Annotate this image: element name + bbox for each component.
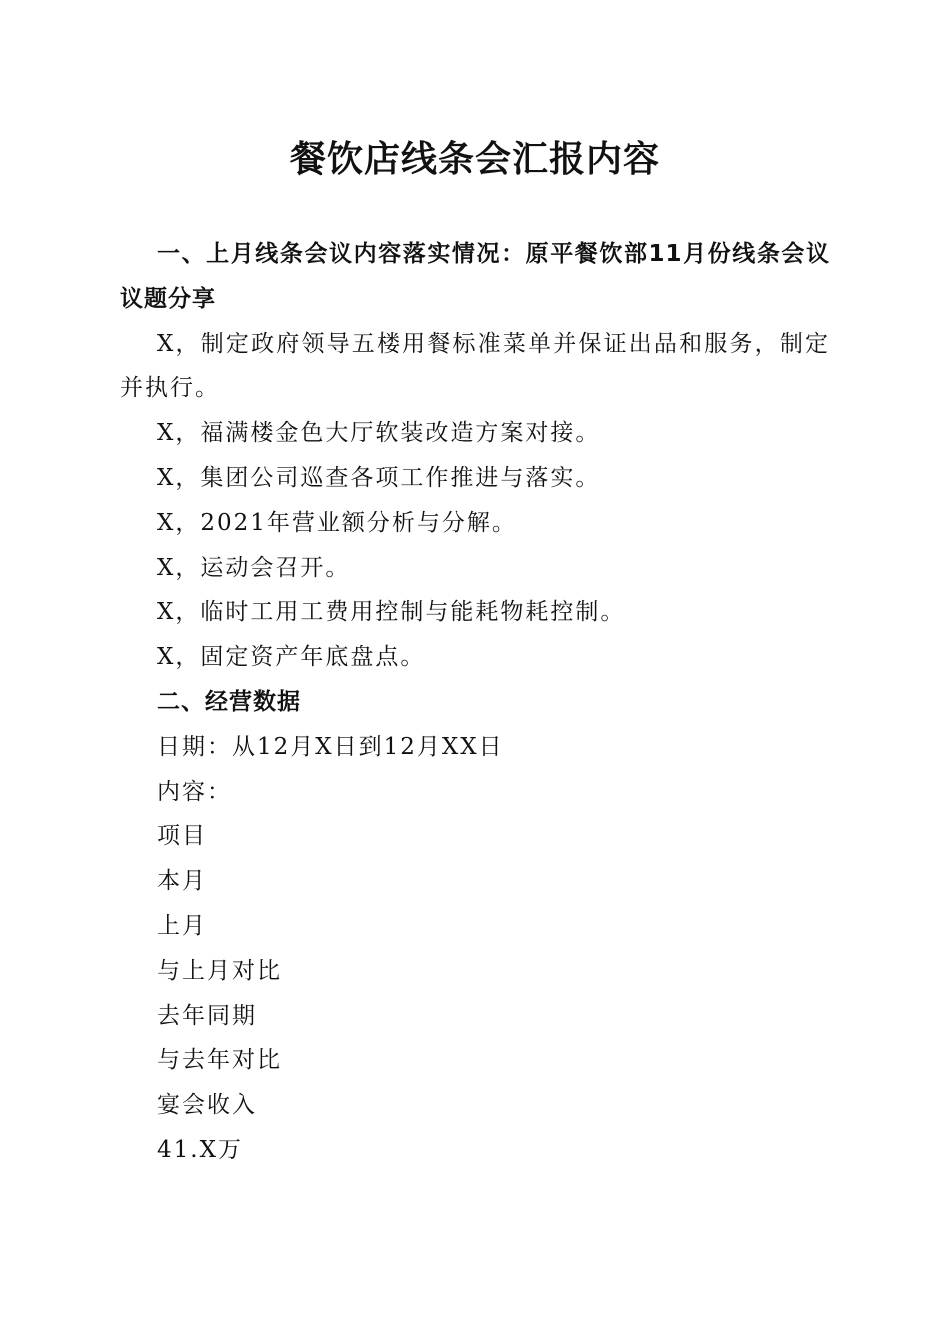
document-body (120, 232, 830, 1173)
section-1-item: X，2021年营业额分析与分解。 (157, 509, 517, 536)
section-1-item: X，福满楼金色大厅软装改造方案对接。 (157, 420, 601, 447)
data-row-value: 41.X万 (157, 1136, 243, 1163)
data-row-label: 与去年对比 (157, 1047, 282, 1074)
data-row-label: 项目 (157, 823, 207, 850)
content-label: 内容： (157, 778, 232, 805)
section-1-item: X，制定政府领导五楼用餐标准菜单并保证出品和服务，制定并执行。 (120, 330, 830, 402)
section-2-heading: 二、经营数据 (157, 688, 301, 715)
document-title: 餐饮店线条会汇报内容 (289, 138, 660, 180)
section-1-item: X，固定资产年底盘点。 (157, 644, 426, 671)
section-1-item: X，运动会召开。 (157, 554, 351, 581)
section-1-item: X，集团公司巡查各项工作推进与落实。 (157, 464, 601, 491)
section-1-item: X，临时工用工费用控制与能耗物耗控制。 (157, 599, 626, 626)
data-row-label: 上月 (157, 912, 207, 939)
data-row-label: 去年同期 (157, 1002, 257, 1029)
section-1-heading: 一、上月线条会议内容落实情况：原平餐饮部11月份线条会议议题分享 (120, 241, 830, 312)
data-row-label: 与上月对比 (157, 957, 282, 984)
data-row-label: 本月 (157, 868, 207, 895)
data-row-label: 宴会收入 (157, 1092, 257, 1119)
date-range-line: 日期：从12月X日到12月XX日 (157, 733, 504, 760)
